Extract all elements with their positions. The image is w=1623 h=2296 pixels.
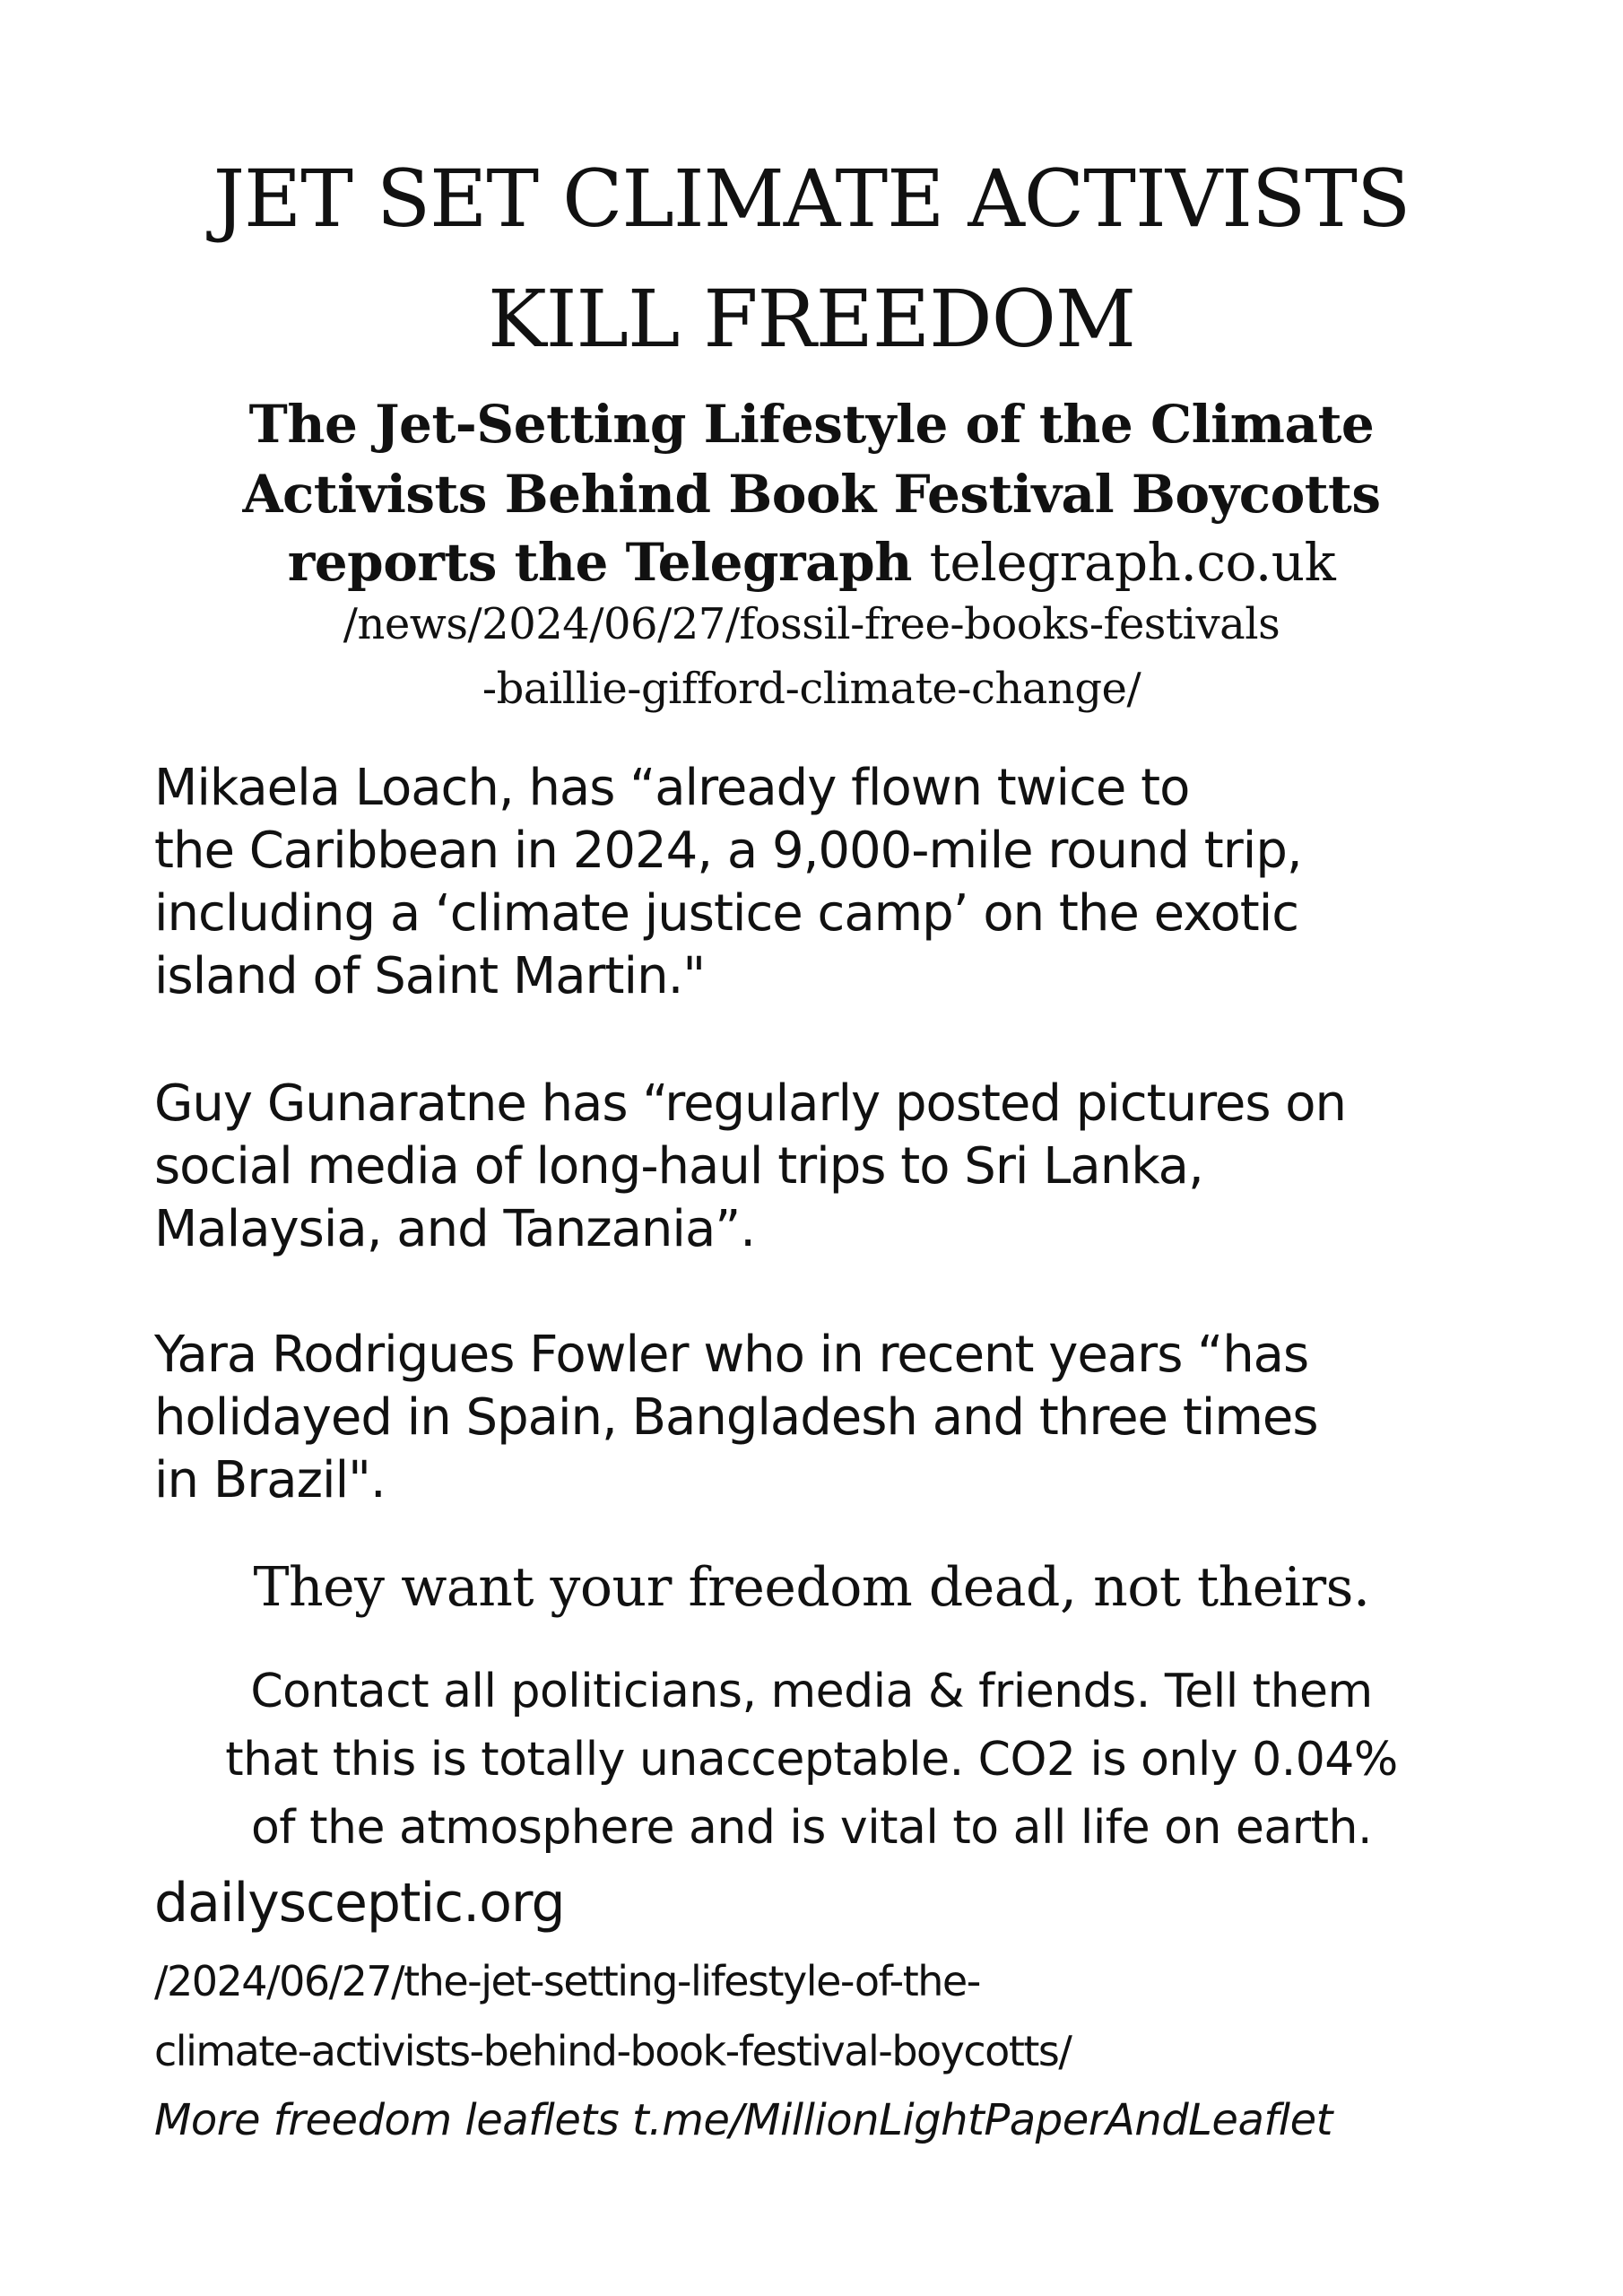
telegraph-url-line-2: -baillie-gifford-climate-change/	[482, 664, 1141, 714]
headline-line-2: KILL FREEDOM	[488, 273, 1135, 365]
call-to-action-line: that this is totally unacceptable. CO2 is only 0.04%	[225, 1733, 1398, 1787]
source-path-line-1: /2024/06/27/the-jet-setting-lifestyle-of-the-	[154, 1957, 980, 2005]
paragraph-line: the Caribbean in 2024, a 9,000-mile round trip,	[154, 822, 1302, 880]
paragraph-line: in Brazil".	[154, 1451, 386, 1509]
paragraph-yara-rodrigues-fowler	[154, 1324, 1499, 1512]
paragraph-line: Mikaela Loach, has “already flown twice to	[154, 759, 1190, 817]
footer-leaflets-link: More freedom leaflets t.me/MillionLightPaperAndLeaflet	[154, 2095, 1332, 2145]
call-to-action	[0, 1657, 1623, 1862]
paragraph-line: including a ‘climate justice camp’ on the exotic	[154, 884, 1299, 943]
paragraph-line: Malaysia, and Tanzania”.	[154, 1200, 756, 1258]
paragraph-line: social media of long-haul trips to Sri Lanka,	[154, 1137, 1203, 1196]
source-path-line-2: climate-activists-behind-book-festival-boycotts/	[154, 2027, 1072, 2075]
telegraph-credit: reports the Telegraph	[287, 532, 912, 593]
paragraph-line: Yara Rodrigues Fowler who in recent years “has	[154, 1326, 1309, 1384]
subheadline-line-3	[0, 532, 1623, 593]
telegraph-domain: telegraph.co.uk	[929, 532, 1336, 593]
headline-line-1: JET SET CLIMATE ACTIVISTS	[213, 152, 1410, 245]
subheadline-line-1: The Jet-Setting Lifestyle of the Climate	[248, 394, 1375, 455]
call-to-action-line: Contact all politicians, media & friends. Tell them	[250, 1665, 1373, 1718]
paragraph-line: holidayed in Spain, Bangladesh and three times	[154, 1388, 1318, 1447]
telegraph-url-line-1: /news/2024/06/27/fossil-free-books-festivals	[343, 599, 1280, 649]
paragraph-mikaela-loach	[154, 757, 1499, 1008]
paragraph-line: island of Saint Martin."	[154, 947, 706, 1005]
call-to-action-line: of the atmosphere and is vital to all life on earth.	[250, 1801, 1373, 1855]
subheadline-line-2: Activists Behind Book Festival Boycotts	[242, 464, 1381, 525]
paragraph-line: Guy Gunaratne has “regularly posted pictures on	[154, 1074, 1347, 1133]
tagline: They want your freedom dead, not theirs.	[253, 1556, 1370, 1619]
paragraph-guy-gunaratne	[154, 1073, 1499, 1261]
source-domain: dailysceptic.org	[154, 1872, 565, 1935]
